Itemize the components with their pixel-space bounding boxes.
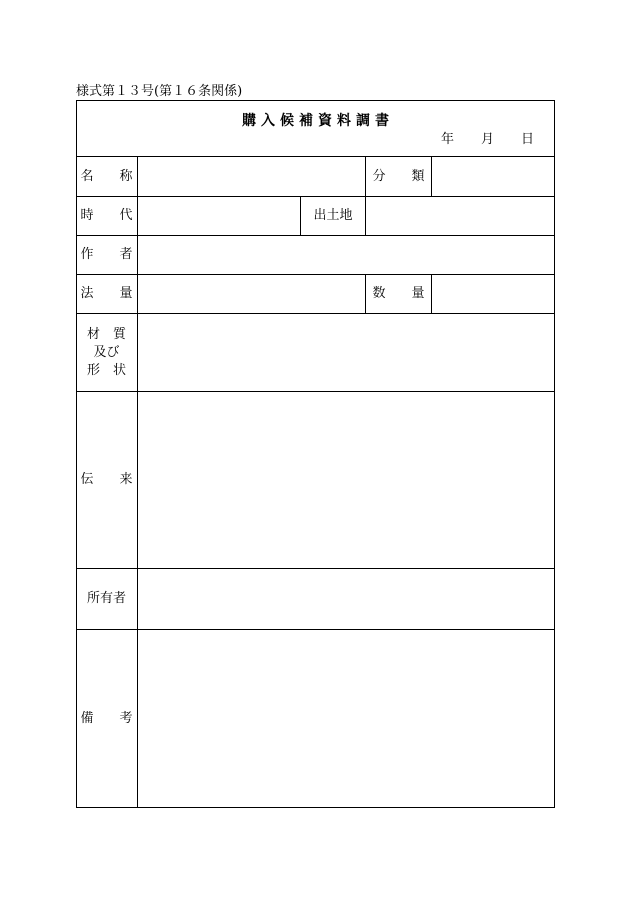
owner-label-cell xyxy=(76,569,138,630)
provenance-label-cell xyxy=(76,392,138,569)
author-label: 作 者 xyxy=(80,247,133,262)
dimensions-label: 法 量 xyxy=(80,286,133,301)
category-label-cell xyxy=(366,157,432,197)
name-label: 名 称 xyxy=(80,168,133,184)
period-label: 時 代 xyxy=(80,208,133,223)
quantity-value-cell xyxy=(432,275,555,314)
dimensions-label-cell xyxy=(76,275,138,314)
title-row xyxy=(76,100,555,157)
form-title: 購入候補資料調書 xyxy=(242,113,394,129)
material-shape-label-line-3: 形 状 xyxy=(86,362,126,378)
provenance-value-cell xyxy=(138,392,555,569)
name-label-cell xyxy=(76,157,138,197)
material-shape-label-cell xyxy=(76,314,138,392)
date-year-label: 年 xyxy=(440,132,454,147)
excavation-site-label: 出土地 xyxy=(313,208,353,223)
dimensions-value-cell xyxy=(138,275,366,314)
remarks-label-cell xyxy=(76,630,138,808)
remarks-label: 備 考 xyxy=(80,710,133,726)
author-value-cell xyxy=(138,236,555,275)
excavation-site-label-cell xyxy=(301,197,366,236)
quantity-label: 数 量 xyxy=(372,286,425,301)
remarks-value-cell xyxy=(138,630,555,808)
provenance-label: 伝 来 xyxy=(80,472,133,487)
date-line xyxy=(441,132,534,147)
quantity-label-cell xyxy=(366,275,432,314)
date-day-label: 日 xyxy=(520,132,534,147)
name-value-cell xyxy=(138,157,366,197)
owner-label: 所有者 xyxy=(86,591,126,606)
date-month-label: 月 xyxy=(480,132,494,147)
owner-value-cell xyxy=(138,569,555,630)
excavation-site-value-cell xyxy=(366,197,555,236)
category-value-cell xyxy=(432,157,555,197)
period-value-cell xyxy=(138,197,301,236)
material-shape-value-cell xyxy=(138,314,555,392)
form-number: 様式第１３号(第１６条関係) xyxy=(76,84,243,99)
purchase-candidate-form xyxy=(76,100,555,808)
category-label: 分 類 xyxy=(372,168,425,184)
author-label-cell xyxy=(76,236,138,275)
material-shape-label-line-1: 材 質 xyxy=(86,326,126,342)
material-shape-label-line-2: 及び xyxy=(93,344,120,360)
period-label-cell xyxy=(76,197,138,236)
